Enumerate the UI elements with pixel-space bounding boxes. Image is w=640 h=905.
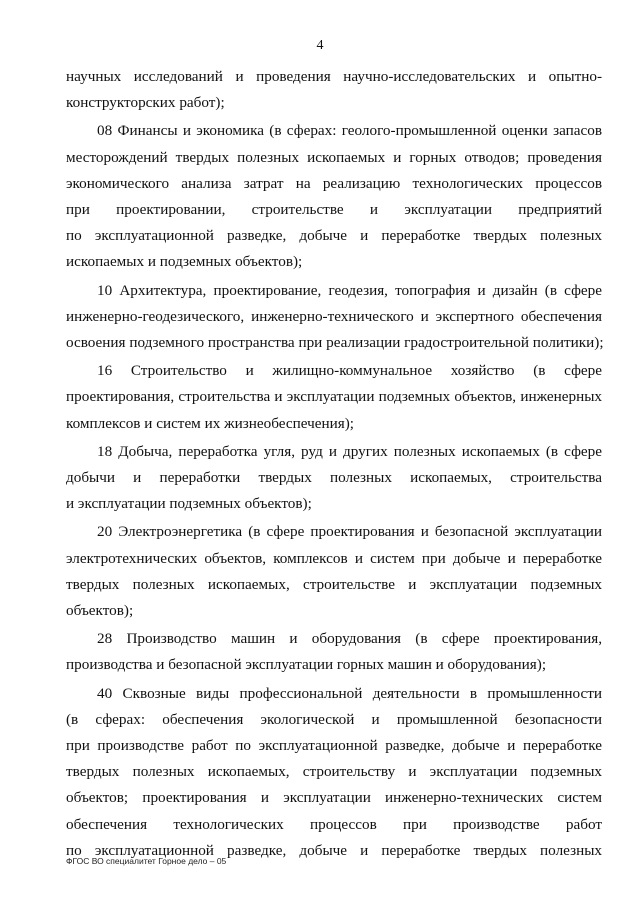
document-footer: ФГОС ВО специалитет Горное дело – 05 bbox=[66, 856, 227, 866]
text-line: проектирования, строительства и эксплуатации подземных объектов, инженерных bbox=[66, 388, 602, 406]
text-line: 08 Финансы и экономика (в сферах: геолого-промышленной оценки запасов bbox=[97, 122, 602, 140]
paragraph-mining bbox=[66, 439, 602, 518]
text-line: при проектировании, строительстве и эксплуатации предприятий bbox=[66, 201, 602, 219]
document-body bbox=[66, 64, 602, 864]
text-line: 20 Электроэнергетика (в сфере проектирования и безопасной эксплуатации bbox=[97, 523, 602, 541]
page-number: 4 bbox=[316, 38, 324, 53]
text-line: комплексов и систем их жизнеобеспечения); bbox=[66, 414, 354, 432]
text-line: конструкторских работ); bbox=[66, 94, 225, 112]
text-line: (в сферах: обеспечения экологической и промышленной безопасности bbox=[66, 710, 602, 728]
paragraph-construction bbox=[66, 358, 602, 437]
text-line: объектов; проектирования и эксплуатации инженерно-технических систем bbox=[66, 789, 602, 807]
text-line: 16 Строительство и жилищно-коммунальное хозяйство (в сфере bbox=[97, 362, 602, 380]
text-line: при производстве работ по эксплуатационной разведке, добыче и переработке bbox=[66, 737, 602, 755]
text-line: по эксплуатационной разведке, добыче и переработке твердых полезных bbox=[66, 227, 602, 245]
paragraph-research bbox=[66, 64, 602, 116]
paragraph-machinery bbox=[66, 626, 602, 678]
text-line: твердых полезных ископаемых, строительстве и эксплуатации подземных bbox=[66, 575, 602, 593]
text-line: объектов); bbox=[66, 602, 134, 620]
paragraph-cross-cutting bbox=[66, 681, 602, 864]
text-line: инженерно-геодезического, инженерно-технического и экспертного обеспечения bbox=[66, 307, 602, 325]
text-line: обеспечения технологических процессов при производстве работ bbox=[66, 815, 602, 833]
paragraph-power bbox=[66, 519, 602, 624]
paragraph-finance bbox=[66, 118, 602, 275]
text-line: электротехнических объектов, комплексов и систем при добыче и переработке bbox=[66, 549, 602, 567]
text-line: 28 Производство машин и оборудования (в сфере проектирования, bbox=[97, 630, 602, 648]
text-line: 10 Архитектура, проектирование, геодезия, топография и дизайн (в сфере bbox=[97, 281, 602, 299]
text-line: научных исследований и проведения научно-исследовательских и опытно- bbox=[66, 68, 602, 85]
text-line: добычи и переработки твердых полезных ископаемых, строительства bbox=[66, 469, 602, 487]
text-line: и эксплуатации подземных объектов); bbox=[66, 495, 312, 513]
text-line: месторождений твердых полезных ископаемых и горных отводов; проведения bbox=[66, 148, 602, 166]
text-line: ископаемых и подземных объектов); bbox=[66, 253, 303, 271]
text-line: 40 Сквозные виды профессиональной деятельности в промышленности bbox=[97, 684, 602, 702]
text-line: 18 Добыча, переработка угля, руд и других полезных ископаемых (в сфере bbox=[97, 442, 602, 460]
text-line: твердых полезных ископаемых, строительству и эксплуатации подземных bbox=[66, 763, 602, 781]
paragraph-architecture bbox=[66, 278, 602, 357]
text-line: по эксплуатационной разведке, добыче и переработке твердых полезных bbox=[66, 841, 602, 859]
text-line: производства и безопасной эксплуатации горных машин и оборудования); bbox=[66, 656, 547, 674]
text-line: экономического анализа затрат на реализацию технологических процессов bbox=[66, 174, 602, 192]
text-line: освоения подземного пространства при реализации градостроительной политики); bbox=[66, 334, 604, 352]
